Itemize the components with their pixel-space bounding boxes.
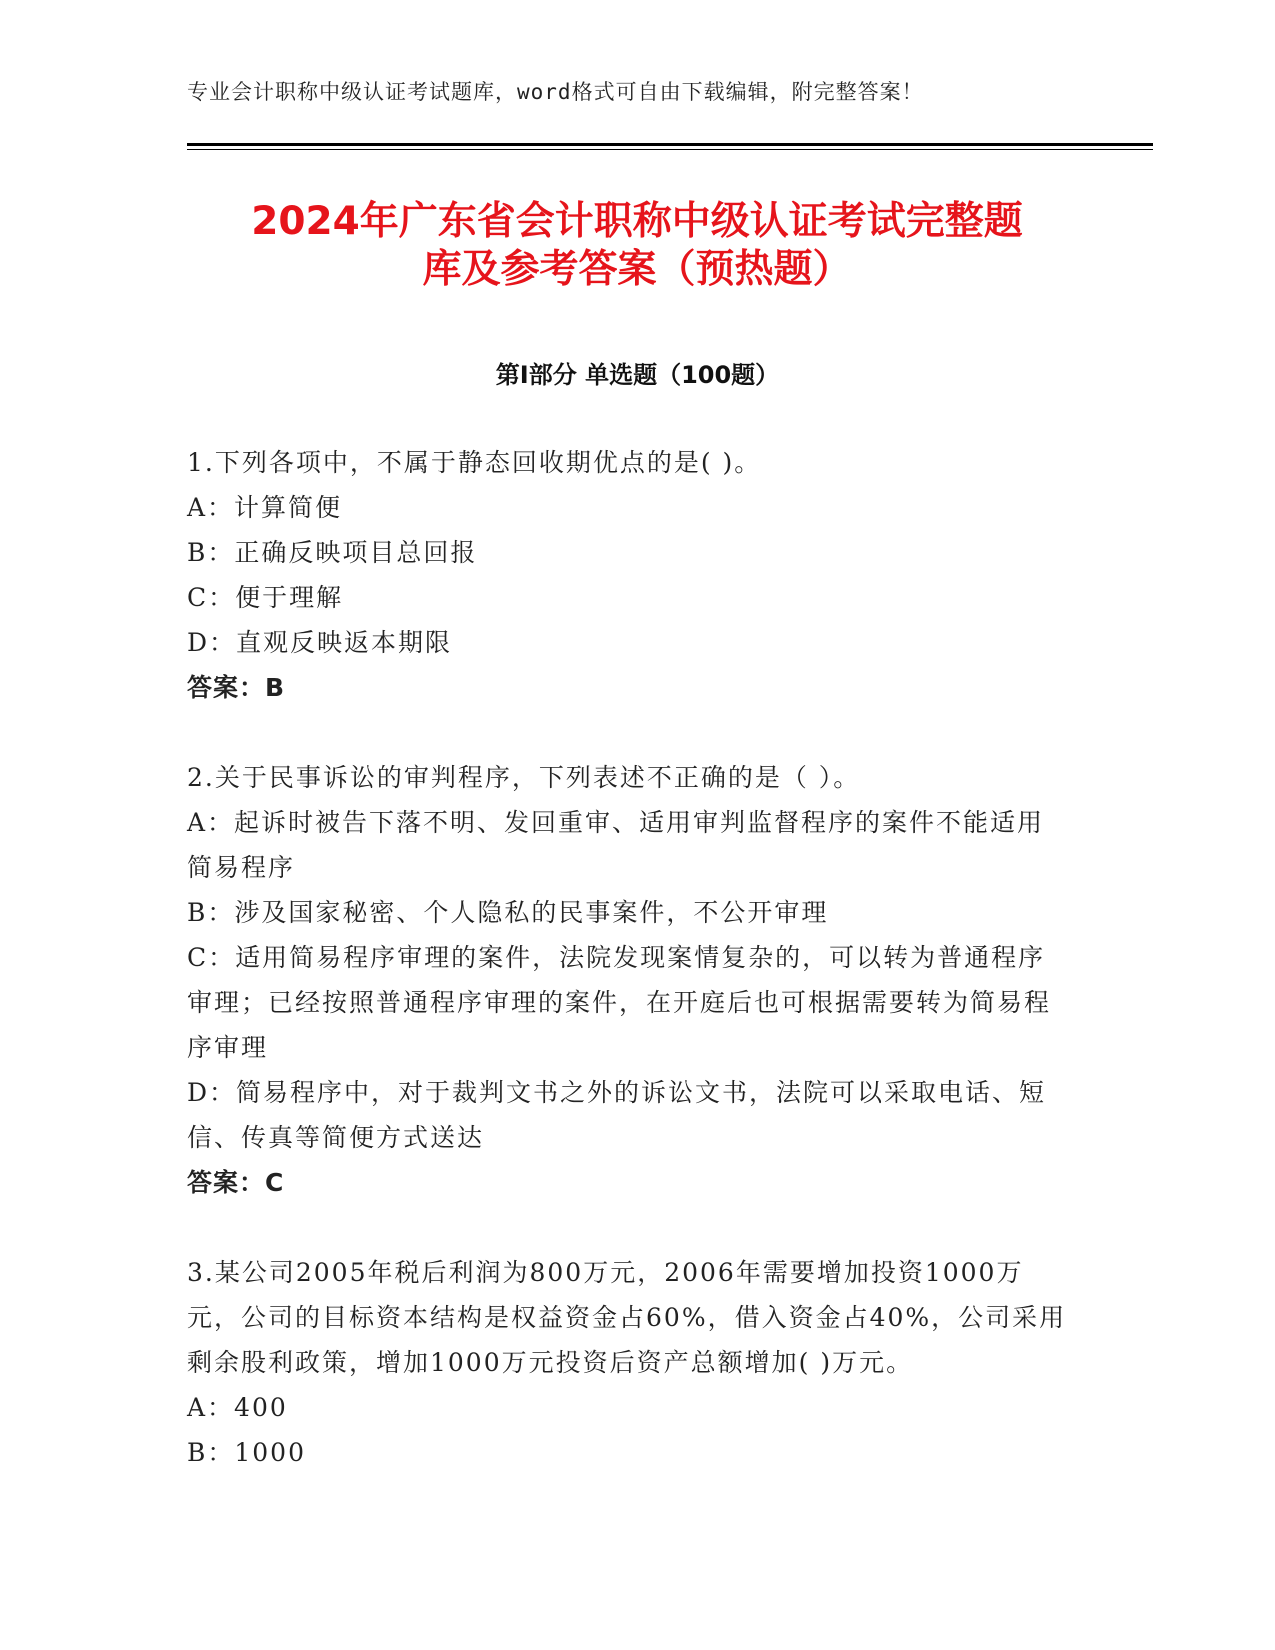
title-line-1: 2024年广东省会计职称中级认证考试完整题 xyxy=(251,199,1023,244)
header-note: 专业会计职称中级认证考试题库，word格式可自由下载编辑，附完整答案！ xyxy=(187,80,924,104)
option-b: B：1000 xyxy=(187,1438,306,1467)
option-a: A：计算简便 xyxy=(187,493,343,522)
title-line-2: 库及参考答案（预热题） xyxy=(422,247,852,292)
question-3 xyxy=(187,1250,1067,1475)
question-1 xyxy=(187,440,1067,710)
option-a: A：400 xyxy=(187,1393,288,1422)
option-c: C：便于理解 xyxy=(187,583,344,612)
question-list xyxy=(187,440,1067,1520)
option-d: D：简易程序中，对于裁判文书之外的诉讼文书，法院可以采取电话、短信、传真等简便方式送达 xyxy=(187,1078,1047,1152)
option-d: D：直观反映返本期限 xyxy=(187,628,453,657)
question-stem: 3.某公司2005年税后利润为800万元，2006年需要增加投资1000万元，公司的目标资本结构是权益资金占60%，借入资金占40%，公司采用剩余股利政策，增加1000万元投资后资产总额增加( )万元。 xyxy=(187,1258,1067,1377)
question-stem: 1.下列各项中，不属于静态回收期优点的是( )。 xyxy=(187,448,762,477)
answer: 答案：B xyxy=(187,673,286,702)
option-c: C：适用简易程序审理的案件，法院发现案情复杂的，可以转为普通程序审理；已经按照普通程序审理的案件，在开庭后也可根据需要转为简易程序审理 xyxy=(187,943,1052,1062)
option-b: B：涉及国家秘密、个人隐私的民事案件，不公开审理 xyxy=(187,898,829,927)
option-b: B：正确反映项目总回报 xyxy=(187,538,478,567)
header-rule-thin xyxy=(187,149,1153,150)
header-rule-thick xyxy=(187,143,1153,146)
question-2 xyxy=(187,755,1067,1205)
section-heading: 第Ⅰ部分 单选题（100题） xyxy=(495,361,780,389)
option-a: A：起诉时被告下落不明、发回重审、适用审判监督程序的案件不能适用简易程序 xyxy=(187,808,1045,882)
question-stem: 2.关于民事诉讼的审判程序，下列表述不正确的是（ ）。 xyxy=(187,763,861,792)
document-title xyxy=(187,198,1087,294)
answer: 答案：C xyxy=(187,1168,285,1197)
